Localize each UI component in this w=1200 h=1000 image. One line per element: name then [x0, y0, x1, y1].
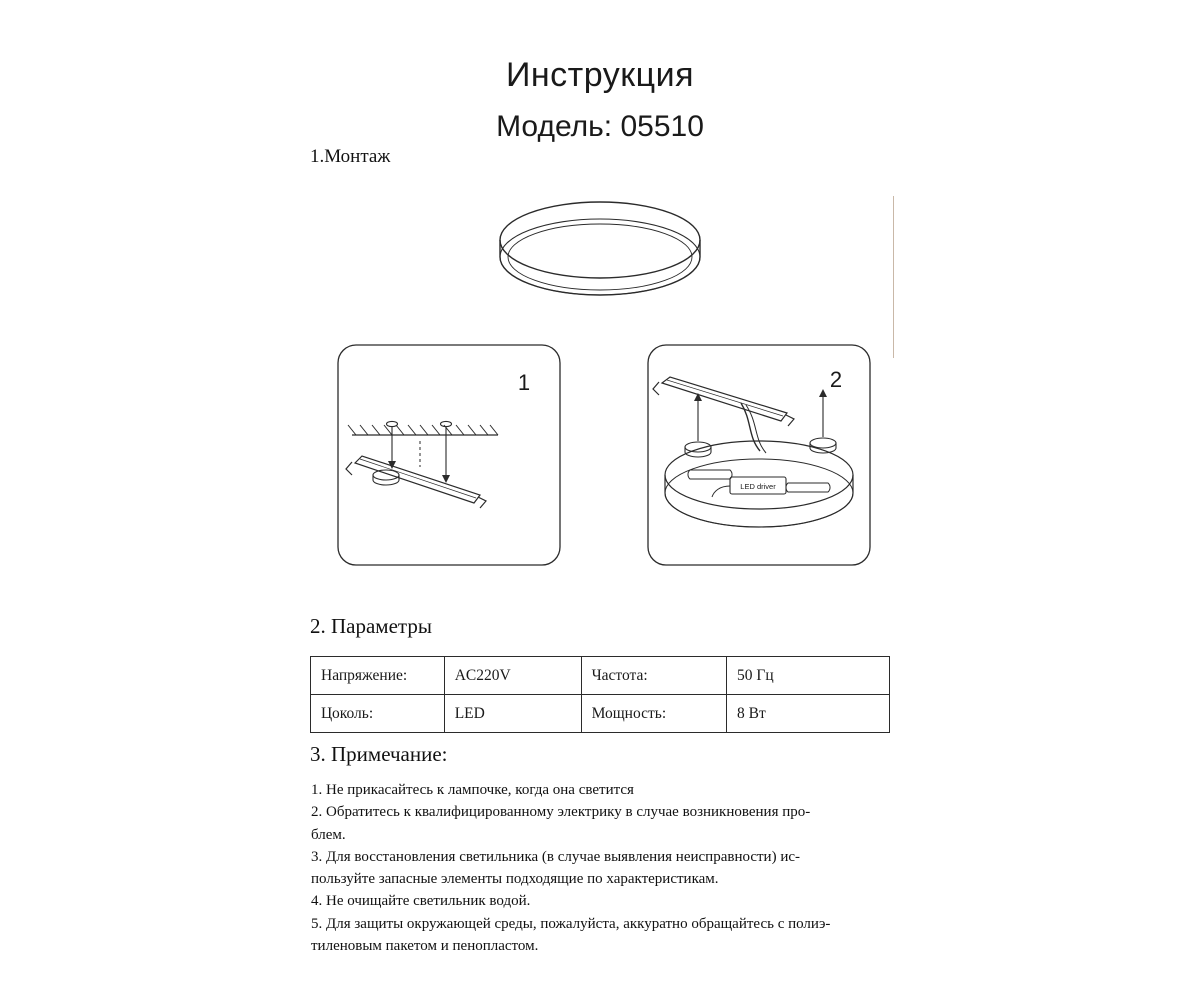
param-key-frequency: Частота:: [581, 657, 726, 695]
param-key-power: Мощность:: [581, 695, 726, 733]
note-line: 4. Не очищайте светильник водой.: [311, 893, 531, 910]
step-2-number: 2: [829, 367, 843, 392]
note-line: тиленовым пакетом и пенопластом.: [311, 938, 539, 955]
note-line: 5. Для защиты окружающей среды, пожалуйста, аккуратно обращайтесь с полиэ-: [311, 915, 831, 932]
param-value-voltage: AC220V: [444, 657, 581, 695]
note-line: 2. Обратитесь к квалифицированному электрику в случае возникновения про-: [311, 804, 811, 821]
table-row: [311, 695, 890, 733]
installation-illustration: [300, 175, 920, 585]
model-line: [0, 110, 1200, 144]
model-label: Модель:: [496, 110, 613, 143]
led-driver-label: LED driver: [740, 482, 776, 491]
section-heading-install: 1.Монтаж: [310, 146, 391, 167]
note-line: пользуйте запасные элементы подходящие по характеристикам.: [311, 871, 719, 888]
parameters-table: [310, 656, 890, 733]
note-line: блем.: [311, 826, 346, 843]
param-key-voltage: Напряжение:: [311, 657, 445, 695]
param-value-socket: LED: [444, 695, 581, 733]
param-key-socket: Цоколь:: [311, 695, 445, 733]
section-heading-params: 2. Параметры: [310, 614, 432, 638]
param-value-frequency: 50 Гц: [727, 657, 890, 695]
step-1-number: 1: [517, 370, 531, 395]
notes-list: [311, 780, 896, 958]
param-value-power: 8 Вт: [727, 695, 890, 733]
section-heading-notes: 3. Примечание:: [310, 742, 448, 766]
note-line: 3. Для восстановления светильника (в случае выявления неисправности) ис-: [311, 848, 801, 865]
note-line: 1. Не прикасайтесь к лампочке, когда она светится: [311, 782, 634, 798]
model-value: 05510: [620, 110, 704, 143]
page-title: Инструкция: [505, 56, 695, 94]
table-row: [311, 657, 890, 695]
